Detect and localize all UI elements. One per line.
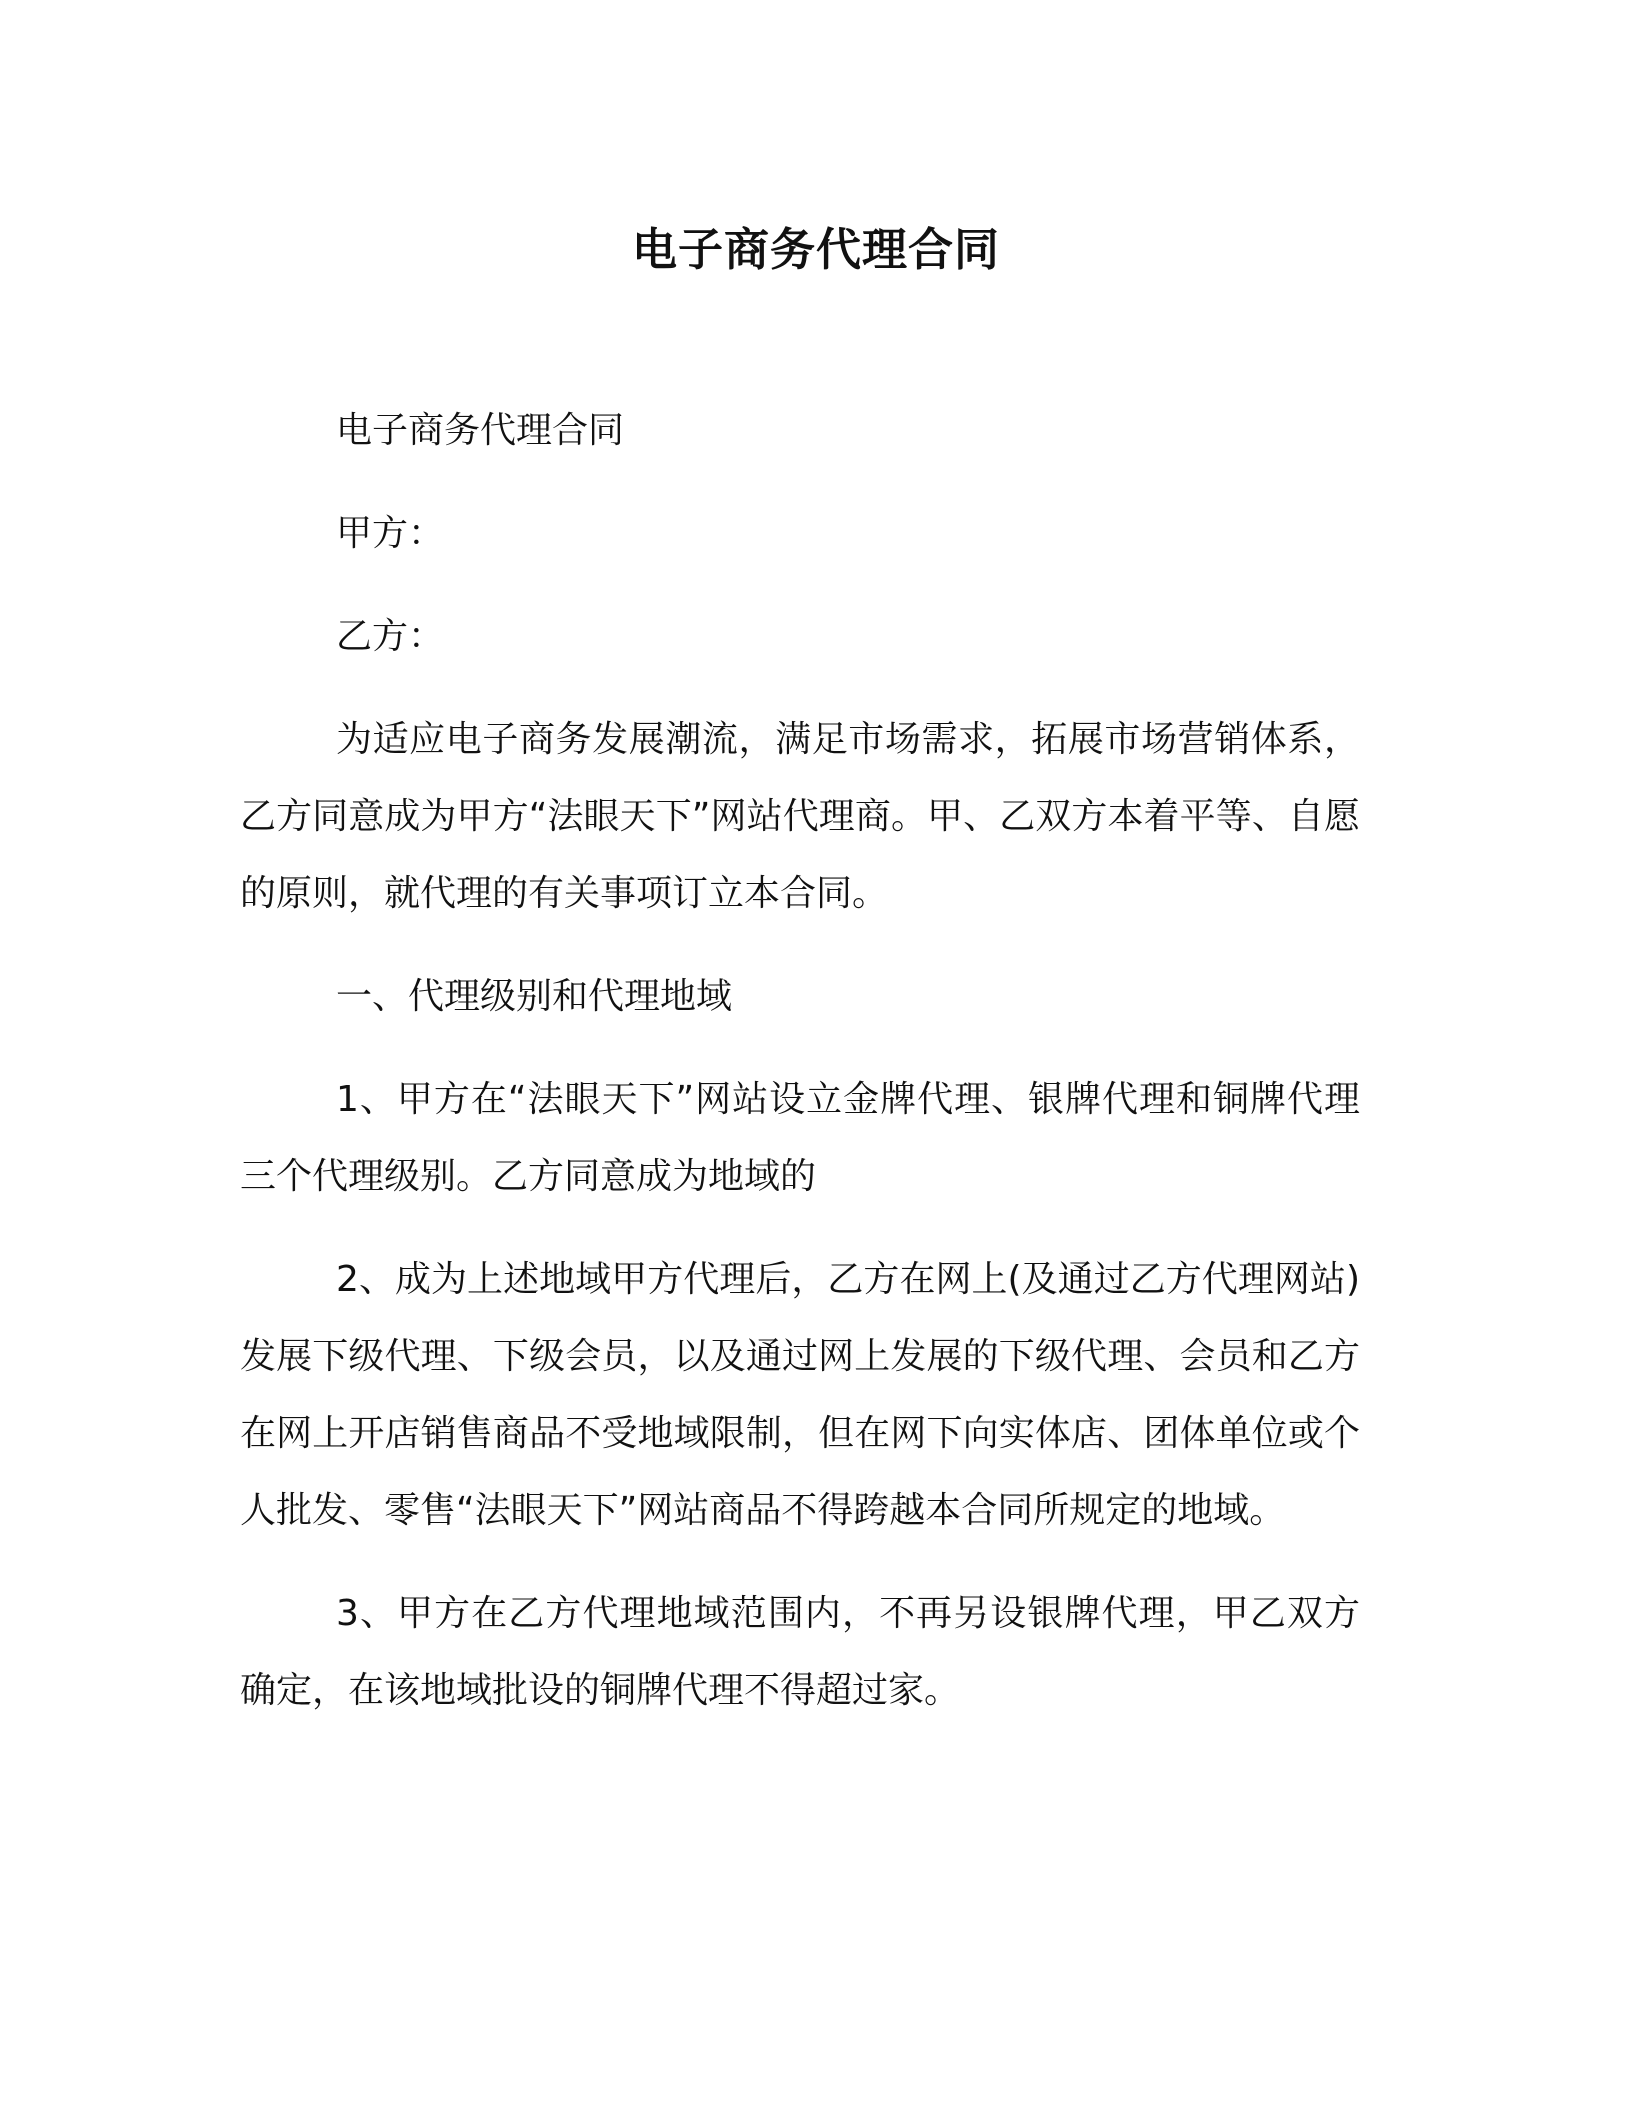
section-heading-1: 一、代理级别和代理地域 [336, 976, 733, 1017]
clause-1: 1、甲方在“法眼天下”网站设立金牌代理、银牌代理和铜牌代理三个代理级别。乙方同意成为地域的 [240, 1079, 1360, 1197]
paragraph-preamble: 为适应电子商务发展潮流，满足市场需求，拓展市场营销体系，乙方同意成为甲方“法眼天下”网站代理商。甲、乙双方本着平等、自愿的原则，就代理的有关事项订立本合同。 [240, 719, 1360, 914]
paragraph-party-b: 乙方： [336, 616, 445, 657]
paragraph-party-a: 甲方： [336, 513, 445, 554]
clause-3: 3、甲方在乙方代理地域范围内，不再另设银牌代理，甲乙双方确定，在该地域批设的铜牌代理不得超过家。 [240, 1593, 1360, 1711]
clause-2: 2、成为上述地域甲方代理后，乙方在网上(及通过乙方代理网站)发展下级代理、下级会员，以及通过网上发展的下级代理、会员和乙方在网上开店销售商品不受地域限制，但在网下向实体店、团体单位或个人批发、零售“法眼天下”网站商品不得跨越本合同所规定的地域。 [240, 1259, 1360, 1531]
paragraph-heading: 电子商务代理合同 [336, 410, 625, 451]
document-body [240, 392, 1360, 1755]
document-title: 电子商务代理合同 [631, 223, 1000, 276]
